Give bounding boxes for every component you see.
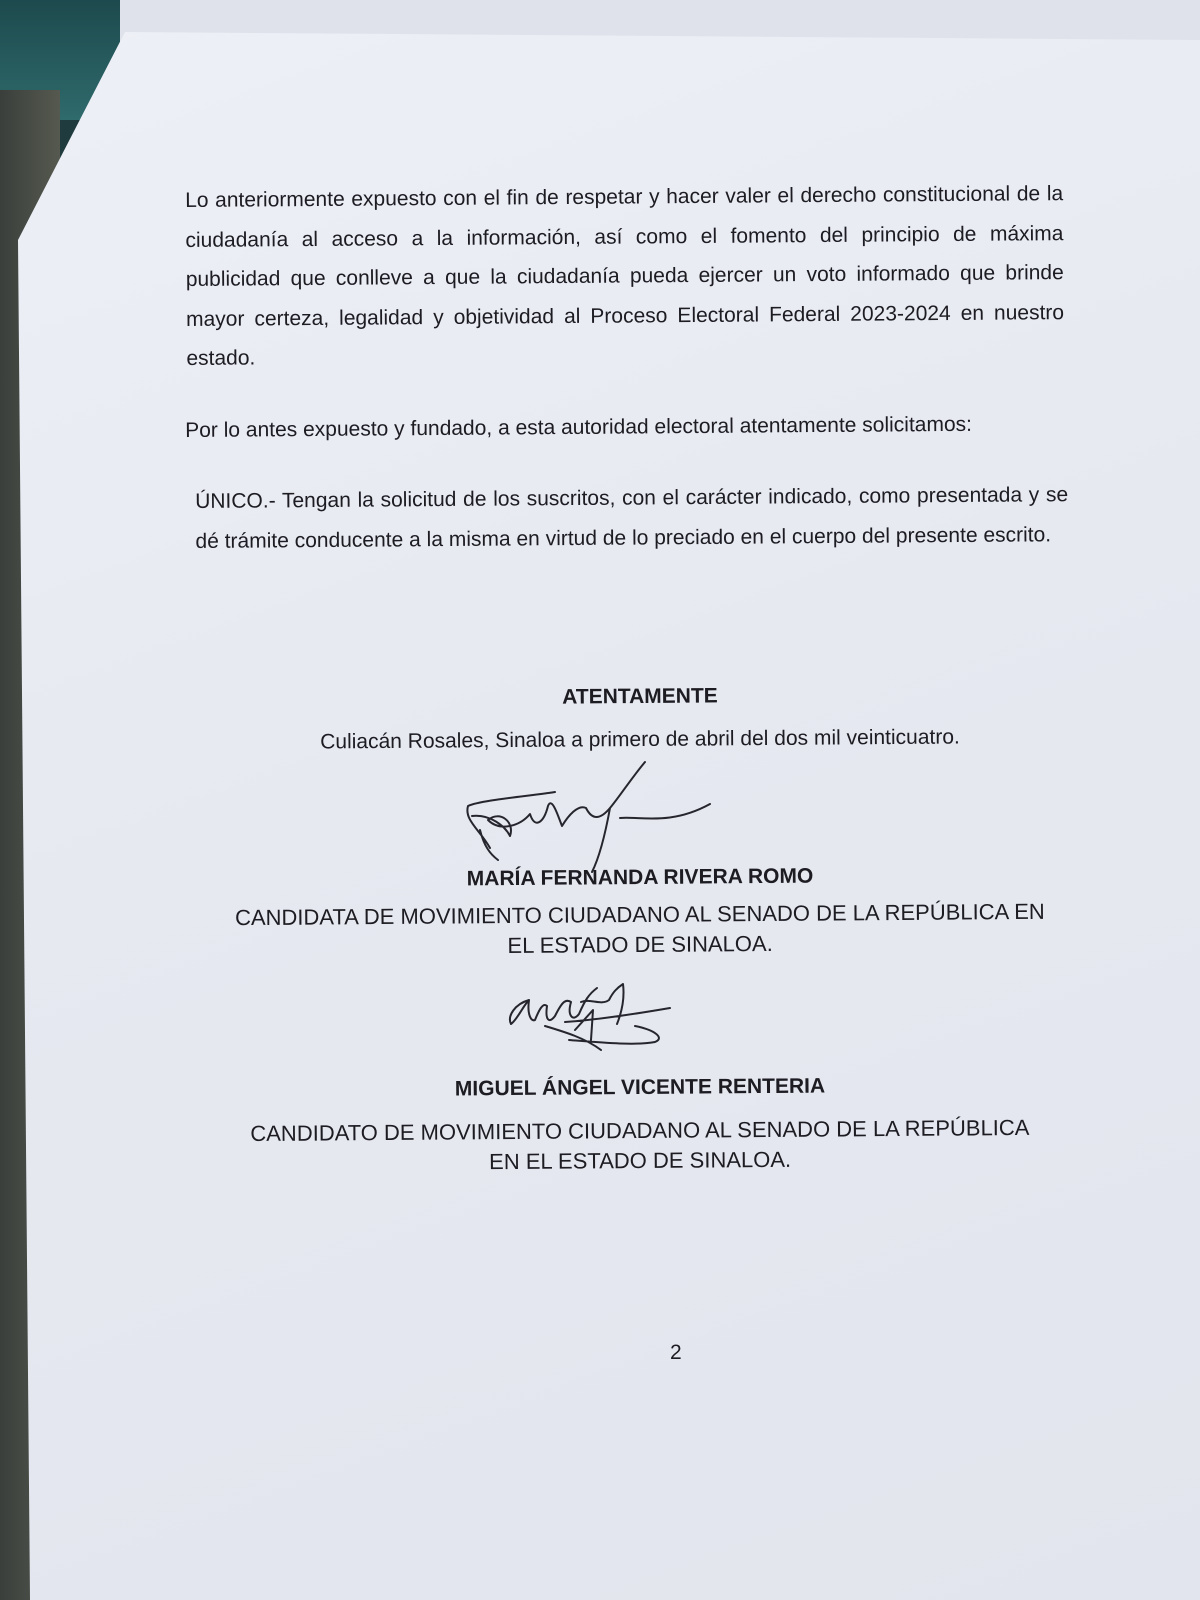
signatory-2-name: MIGUEL ÁNGEL VICENTE RENTERIA <box>454 1074 826 1101</box>
signatory-1-name: MARÍA FERNANDA RIVERA ROMO <box>466 864 814 891</box>
signatory-2-role <box>200 1113 1080 1180</box>
paragraph-unico: ÚNICO.- Tengan la solicitud de los suscritos, con el carácter indicado, como presentada y se dé trámite conducente a la misma en virtud de lo preciado en el cuerpo del presente escrito. <box>195 483 1069 553</box>
signature-2 <box>505 980 695 1080</box>
closing-heading: ATENTAMENTE <box>562 684 718 709</box>
paragraph-request: Por lo antes expuesto y fundado, a esta autoridad electoral atentamente solicitamos: <box>185 412 973 442</box>
paragraph-purpose: Lo anteriormente expuesto con el fin de respetar y hacer valer el derecho constitucional de la ciudadanía al acceso a la información, así como el fomento del principio de máxima publicidad que conlleve a que la ciudadanía pueda ejercer un voto informado que brinde mayor certeza, legalidad y objetividad al Proceso Electoral Federal 2023-2024 en nuestro estado. <box>185 182 1065 370</box>
page-number: 2 <box>670 1341 682 1364</box>
signatory-2-role-line1: CANDIDATO DE MOVIMIENTO CIUDADANO AL SENADO DE LA REPÚBLICA <box>250 1114 1030 1147</box>
signature-1 <box>460 760 730 880</box>
place-date: Culiacán Rosales, Sinaloa a primero de abril del dos mil veinticuatro. <box>320 725 960 754</box>
signatory-1-role-line1: CANDIDATA DE MOVIMIENTO CIUDADANO AL SENADO DE LA REPÚBLICA EN <box>234 898 1045 931</box>
signatory-1-role-line2: EL ESTADO DE SINALOA. <box>507 930 773 959</box>
signatory-2-role-line2: EN EL ESTADO DE SINALOA. <box>489 1146 792 1175</box>
signatory-1-role <box>200 897 1080 964</box>
